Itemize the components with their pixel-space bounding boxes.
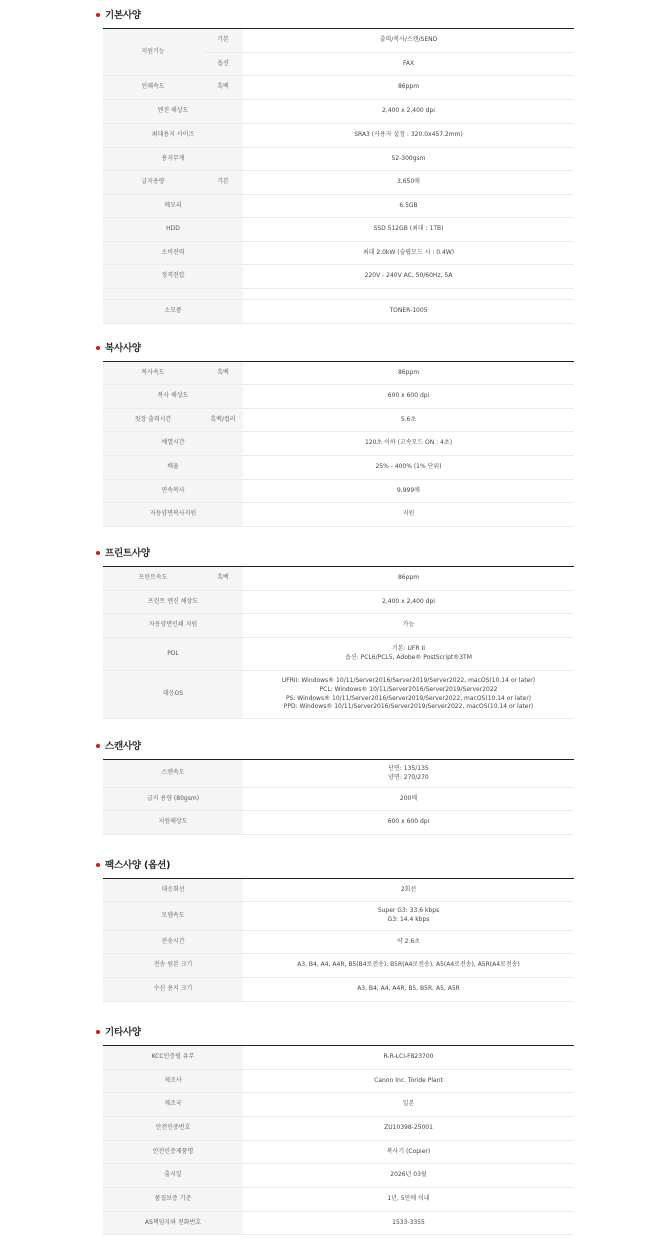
spec-value (243, 1188, 574, 1212)
spec-label: 배율 (103, 456, 243, 480)
spec-value-line: 2회선 (400, 885, 417, 893)
spec-label: AS책임자와 전화번호 (103, 1212, 243, 1235)
spec-row (103, 171, 574, 195)
spec-value (243, 978, 574, 1002)
spec-value (243, 503, 574, 527)
spec-label: 제조국 (103, 1093, 243, 1117)
spec-value-line: PPD: Windows® 10/11/Server2016/Server2019/Server2022, macOS(10.14 or later) (283, 703, 534, 711)
spec-label: 메모리 (103, 195, 243, 218)
spec-value (243, 195, 574, 218)
spec-value-line: 86ppm (397, 368, 420, 376)
spec-value (243, 1046, 574, 1070)
spec-label: 복사속도 (103, 362, 203, 385)
spec-section (103, 8, 574, 315)
spec-value (243, 124, 574, 148)
spec-value (243, 638, 574, 671)
spec-label: 정격전압 (103, 265, 243, 289)
spec-value (243, 242, 574, 265)
section-title: 복사사양 (105, 343, 141, 354)
spec-value (243, 289, 574, 300)
spec-row (103, 1093, 574, 1117)
section-header (103, 858, 574, 878)
spec-value (243, 1212, 574, 1235)
spec-label: KCC인증필 유무 (103, 1046, 243, 1070)
spec-value-line: 86ppm (397, 83, 420, 91)
spec-value-line: 일본 (402, 1100, 415, 1108)
spec-label: 복사 해상도 (103, 385, 243, 409)
spec-sublabel: 옵션 (203, 53, 243, 76)
spec-value-line: 1년, 5만매 이내 (387, 1195, 430, 1203)
spec-value-line: 옵션: PCL6/PCL5, Adobe® PostScript®3TM (345, 654, 472, 661)
spec-row (103, 76, 574, 100)
spec-value (243, 1093, 574, 1117)
spec-value-line: A3, B4, A4, A4R, B5, B5R, A5, A5R (357, 985, 460, 993)
spec-value-line: 6.5GB (399, 201, 418, 209)
spec-row (103, 1117, 574, 1141)
spec-sublabel: 흑백 (203, 567, 243, 591)
spec-row (103, 218, 574, 242)
spec-table (103, 28, 574, 324)
spec-table (103, 1045, 574, 1235)
spec-value-line: 약 2.6초 (396, 937, 421, 945)
spec-row (103, 788, 574, 811)
spec-value-line: 600 x 600 dpi (387, 392, 430, 400)
section-header (103, 8, 574, 28)
spec-label: 안전인증제품명 (103, 1141, 243, 1164)
spec-label: 급지용량 (103, 171, 203, 195)
section-title: 프린트사양 (105, 548, 150, 559)
spec-row (103, 148, 574, 171)
spec-value (243, 1164, 574, 1188)
spec-value-line: PCL: Windows® 10/11/Server2016/Server2019/Server2022 (319, 685, 498, 693)
spec-value (243, 1117, 574, 1141)
spec-label: 스캔속도 (103, 760, 243, 788)
spec-value-line: 120초 이하 (고속모드 ON : 4초) (364, 439, 453, 447)
spec-row (103, 638, 574, 671)
spec-sublabel: 기본 (203, 29, 243, 53)
spec-label: 급지 용량 (80gsm) (103, 788, 243, 811)
spec-value-line: 가능 (402, 621, 415, 629)
spec-value-line: A3, B4, A4, A4R, B5(B4로전송), B5R(A4로전송), A5(A4로전송), A5R(A4로전송) (297, 961, 520, 969)
spec-sublabel: 흑백/컬러 (203, 409, 243, 432)
spec-row (103, 289, 574, 300)
spec-row (103, 760, 574, 788)
spec-label: 모뎀속도 (103, 902, 243, 931)
spec-label: HDD (103, 218, 243, 242)
spec-value (243, 300, 574, 324)
spec-value (243, 788, 574, 811)
spec-row (103, 300, 574, 324)
spec-row (103, 456, 574, 480)
spec-value (243, 432, 574, 456)
spec-value (243, 265, 574, 289)
spec-value-line: FAX (402, 59, 415, 67)
spec-label: 자동양면인쇄 지원 (103, 614, 243, 638)
spec-row (103, 124, 574, 148)
spec-label: 최대용지 사이즈 (103, 124, 243, 148)
spec-value (243, 954, 574, 978)
spec-value (243, 480, 574, 503)
spec-label: 용지무게 (103, 148, 243, 171)
spec-label: 품질보증 기준 (103, 1188, 243, 1212)
spec-value (243, 456, 574, 480)
spec-row (103, 265, 574, 289)
spec-row (103, 362, 574, 385)
spec-value-line: G3: 14.4 kbps (387, 916, 430, 923)
spec-row (103, 567, 574, 591)
spec-value-line: UFRII: Windows® 10/11/Server2016/Server2019/Server2022, macOS(10.14 or later) (281, 677, 536, 685)
spec-value-line: 복사기 (Copier) (386, 1147, 431, 1155)
section-title: 기타사양 (105, 1027, 141, 1038)
section-title: 기본사양 (105, 10, 141, 21)
spec-value-line: 양면: 270/270 (388, 773, 429, 781)
spec-row (103, 1164, 574, 1188)
bullet-dot-icon (96, 863, 100, 867)
spec-row (103, 385, 574, 409)
spec-value-line: 86ppm (397, 574, 420, 582)
spec-row (103, 978, 574, 1002)
spec-value-line: R-R-LCI-F823700 (383, 1053, 434, 1061)
spec-sublabel: 흑백 (203, 76, 243, 100)
spec-value (243, 879, 574, 902)
spec-row (103, 409, 574, 432)
spec-row (103, 879, 574, 902)
spec-value-line: SSD 512GB (최대 : 1TB) (373, 225, 444, 233)
spec-row (103, 480, 574, 503)
spec-label: 지원해상도 (103, 811, 243, 835)
spec-label: 수신 용지 크기 (103, 978, 243, 1002)
spec-sublabel: 흑백 (203, 362, 243, 385)
spec-value (243, 902, 574, 931)
spec-value-line: SRA3 (사용자 설정 : 320.0x457.2mm) (354, 131, 463, 139)
spec-label: 지원기능 (103, 29, 203, 76)
spec-value (243, 811, 574, 835)
spec-row (103, 29, 574, 53)
bullet-dot-icon (96, 346, 100, 350)
spec-row (103, 591, 574, 614)
spec-value (243, 171, 574, 195)
spec-label: 대응회선 (103, 879, 243, 902)
spec-row (103, 432, 574, 456)
spec-value (243, 614, 574, 638)
spec-value-line: 최대 2.0kW (슬립모드 시 : 0.4W) (362, 248, 455, 256)
spec-label: 프린트속도 (103, 567, 203, 591)
spec-row (103, 1188, 574, 1212)
spec-value-line: 52-300gsm (391, 154, 426, 162)
spec-value (243, 29, 574, 53)
spec-label (103, 289, 243, 300)
spec-value-line: 1533-3355 (392, 1218, 425, 1226)
spec-row (103, 1212, 574, 1235)
spec-label: 대응OS (103, 671, 243, 719)
spec-row (103, 931, 574, 954)
bullet-dot-icon (96, 13, 100, 17)
spec-value (243, 148, 574, 171)
spec-value-line: ZU10398-25001 (384, 1124, 433, 1132)
spec-label: 예열시간 (103, 432, 243, 456)
spec-table (103, 759, 574, 835)
spec-sublabel: 기본 (203, 171, 243, 195)
spec-label: PDL (103, 638, 243, 671)
spec-row (103, 1141, 574, 1164)
spec-value (243, 567, 574, 591)
spec-label: 엔진 해상도 (103, 100, 243, 124)
spec-label: 전송 원본 크기 (103, 954, 243, 978)
spec-value-line: 25% - 400% (1% 단위) (375, 463, 442, 471)
bullet-dot-icon (96, 744, 100, 748)
spec-section (103, 858, 574, 993)
bullet-dot-icon (96, 551, 100, 555)
spec-value (243, 409, 574, 432)
spec-row (103, 242, 574, 265)
spec-value-line: 2,400 x 2,400 dpi (382, 597, 435, 605)
spec-value-line: 5.6초 (400, 415, 417, 423)
spec-label: 안전인증번호 (103, 1117, 243, 1141)
spec-label: 소비전력 (103, 242, 243, 265)
spec-value (243, 931, 574, 954)
section-header (103, 739, 574, 759)
spec-row (103, 195, 574, 218)
spec-value (243, 591, 574, 614)
spec-value-line: 3,650매 (397, 178, 420, 186)
spec-table (103, 361, 574, 527)
spec-label: 프린트 엔진 해상도 (103, 591, 243, 614)
spec-value-line: 출력/복사/스캔/SEND (379, 36, 438, 44)
section-title: 스캔사양 (105, 741, 141, 752)
spec-value-line: 220V - 240V AC, 50/60Hz, 5A (364, 272, 453, 280)
spec-label: 제조사 (103, 1070, 243, 1093)
spec-row (103, 1046, 574, 1070)
spec-value (243, 362, 574, 385)
spec-value (243, 760, 574, 788)
spec-row (103, 100, 574, 124)
spec-section (103, 739, 574, 826)
spec-label: 출시일 (103, 1164, 243, 1188)
section-header (103, 546, 574, 566)
spec-label: 인쇄속도 (103, 76, 203, 100)
spec-value-line: Super G3: 33.6 kbps (377, 907, 440, 915)
section-title: 팩스사양 (옵션) (105, 860, 171, 871)
spec-table (103, 878, 574, 1002)
spec-value (243, 53, 574, 76)
spec-label: 연속복사 (103, 480, 243, 503)
section-header (103, 1025, 574, 1045)
bullet-dot-icon (96, 1030, 100, 1034)
spec-row (103, 614, 574, 638)
spec-value (243, 100, 574, 124)
spec-value (243, 671, 574, 719)
spec-label: 전송시간 (103, 931, 243, 954)
spec-row (103, 671, 574, 719)
spec-row (103, 503, 574, 527)
spec-value-line: TONER-1005 (389, 307, 428, 315)
spec-label: 소모품 (103, 300, 243, 324)
spec-row (103, 902, 574, 931)
spec-value-line: 단면: 135/135 (388, 764, 429, 772)
spec-label: 자동양면복사지원 (103, 503, 243, 527)
spec-section (103, 546, 574, 711)
spec-section (103, 341, 574, 518)
spec-label: 첫장 출력시간 (103, 409, 203, 432)
spec-value-line: Canon Inc. Toride Plant (374, 1076, 443, 1084)
spec-value (243, 385, 574, 409)
spec-value-line: 9,999매 (397, 486, 420, 494)
spec-value-line: 600 x 600 dpi (387, 818, 430, 826)
spec-value (243, 76, 574, 100)
section-header (103, 341, 574, 361)
spec-value-line: 2,400 x 2,400 dpi (382, 107, 435, 115)
spec-row (103, 954, 574, 978)
spec-value-line: PS: Windows® 10/11/Server2016/Server2019/Server2022, macOS(10.14 or later) (285, 694, 532, 702)
spec-row (103, 811, 574, 835)
spec-value-line: 2026년 03월 (390, 1171, 427, 1179)
spec-section (103, 1025, 574, 1226)
spec-value-line: 지원 (402, 510, 415, 518)
spec-value (243, 1141, 574, 1164)
spec-table (103, 566, 574, 719)
spec-value (243, 1070, 574, 1093)
spec-value (243, 218, 574, 242)
spec-value-line: 기본: UFR II (392, 645, 425, 653)
spec-value-line: 200매 (399, 794, 418, 802)
spec-row (103, 1070, 574, 1093)
